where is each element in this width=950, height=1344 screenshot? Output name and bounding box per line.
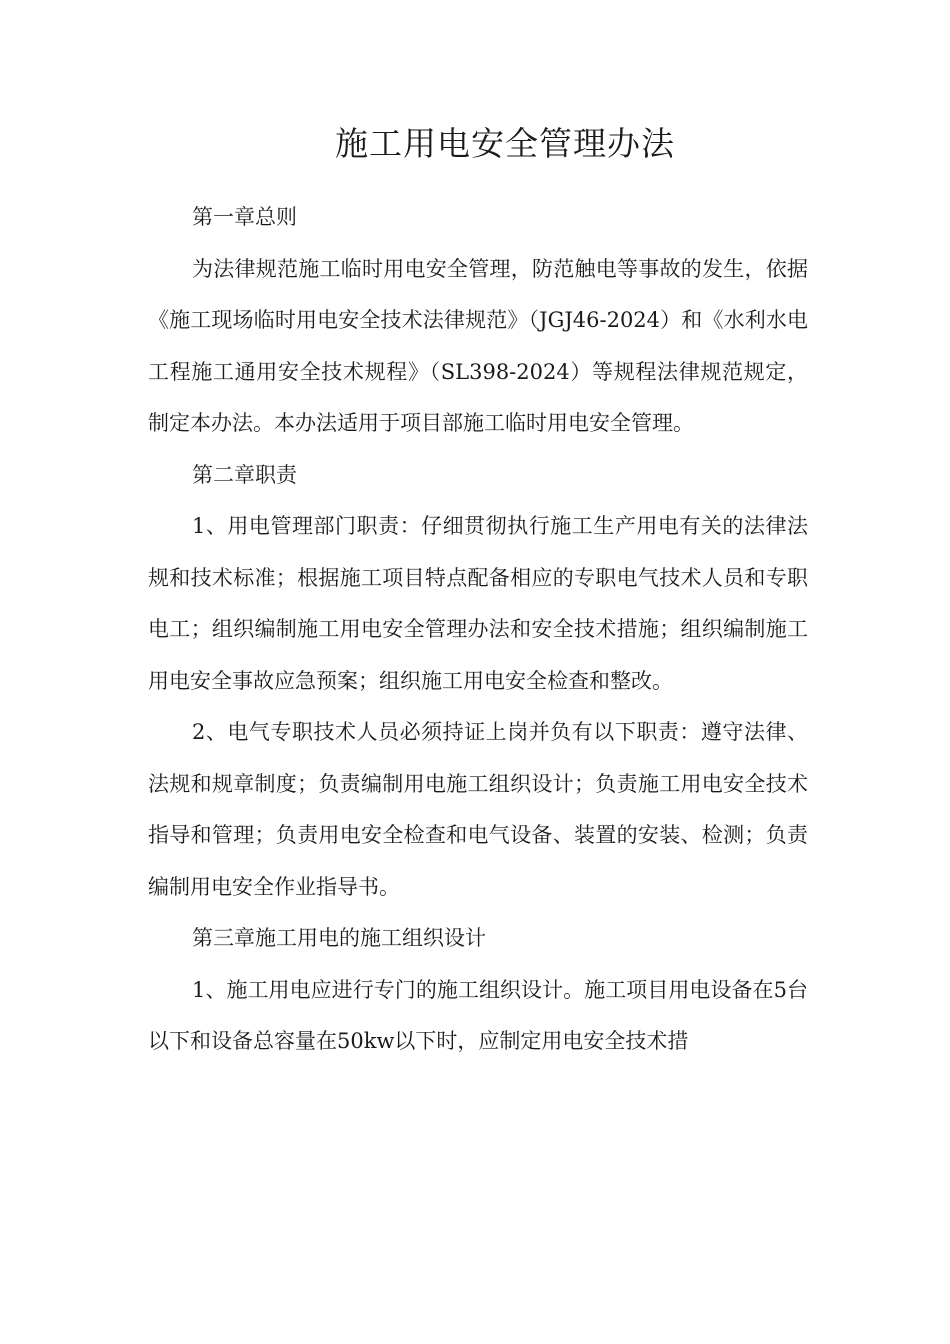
chapter-heading: 第二章职责 xyxy=(192,462,297,487)
paragraph: 1、施工用电应进行专门的施工组织设计。施工项目用电设备在5台以下和设备总容量在50kw以下时，应制定用电安全技术措 xyxy=(148,977,808,1053)
document-title: 施工用电安全管理办法 xyxy=(335,124,675,163)
chapter-heading: 第三章施工用电的施工组织设计 xyxy=(192,926,486,950)
paragraph: 1、用电管理部门职责：仔细贯彻执行施工生产用电有关的法律法规和技术标准；根据施工项目特点配备相应的专职电气技术人员和专职电工；组织编制施工用电安全管理办法和安全技术措施；组织编制施工用电安全事故应急预案；组织施工用电安全检查和整改。 xyxy=(148,514,808,693)
paragraph: 2、电气专职技术人员必须持证上岗并负有以下职责：遵守法律、法规和规章制度；负责编制用电施工组织设计；负责施工用电安全技术指导和管理；负责用电安全检查和电气设备、装置的安装、检测；负责编制用电安全作业指导书。 xyxy=(148,720,808,899)
chapter-heading: 第一章总则 xyxy=(192,205,297,229)
paragraph: 为法律规范施工临时用电安全管理，防范触电等事故的发生，依据《施工现场临时用电安全技术法律规范》（JGJ46-2024）和《水利水电工程施工通用安全技术规程》（SL398-2024）等规程法律规范规定，制定本办法。本办法适用于项目部施工临时用电安全管理。 xyxy=(148,256,808,435)
document-body xyxy=(148,192,808,1068)
